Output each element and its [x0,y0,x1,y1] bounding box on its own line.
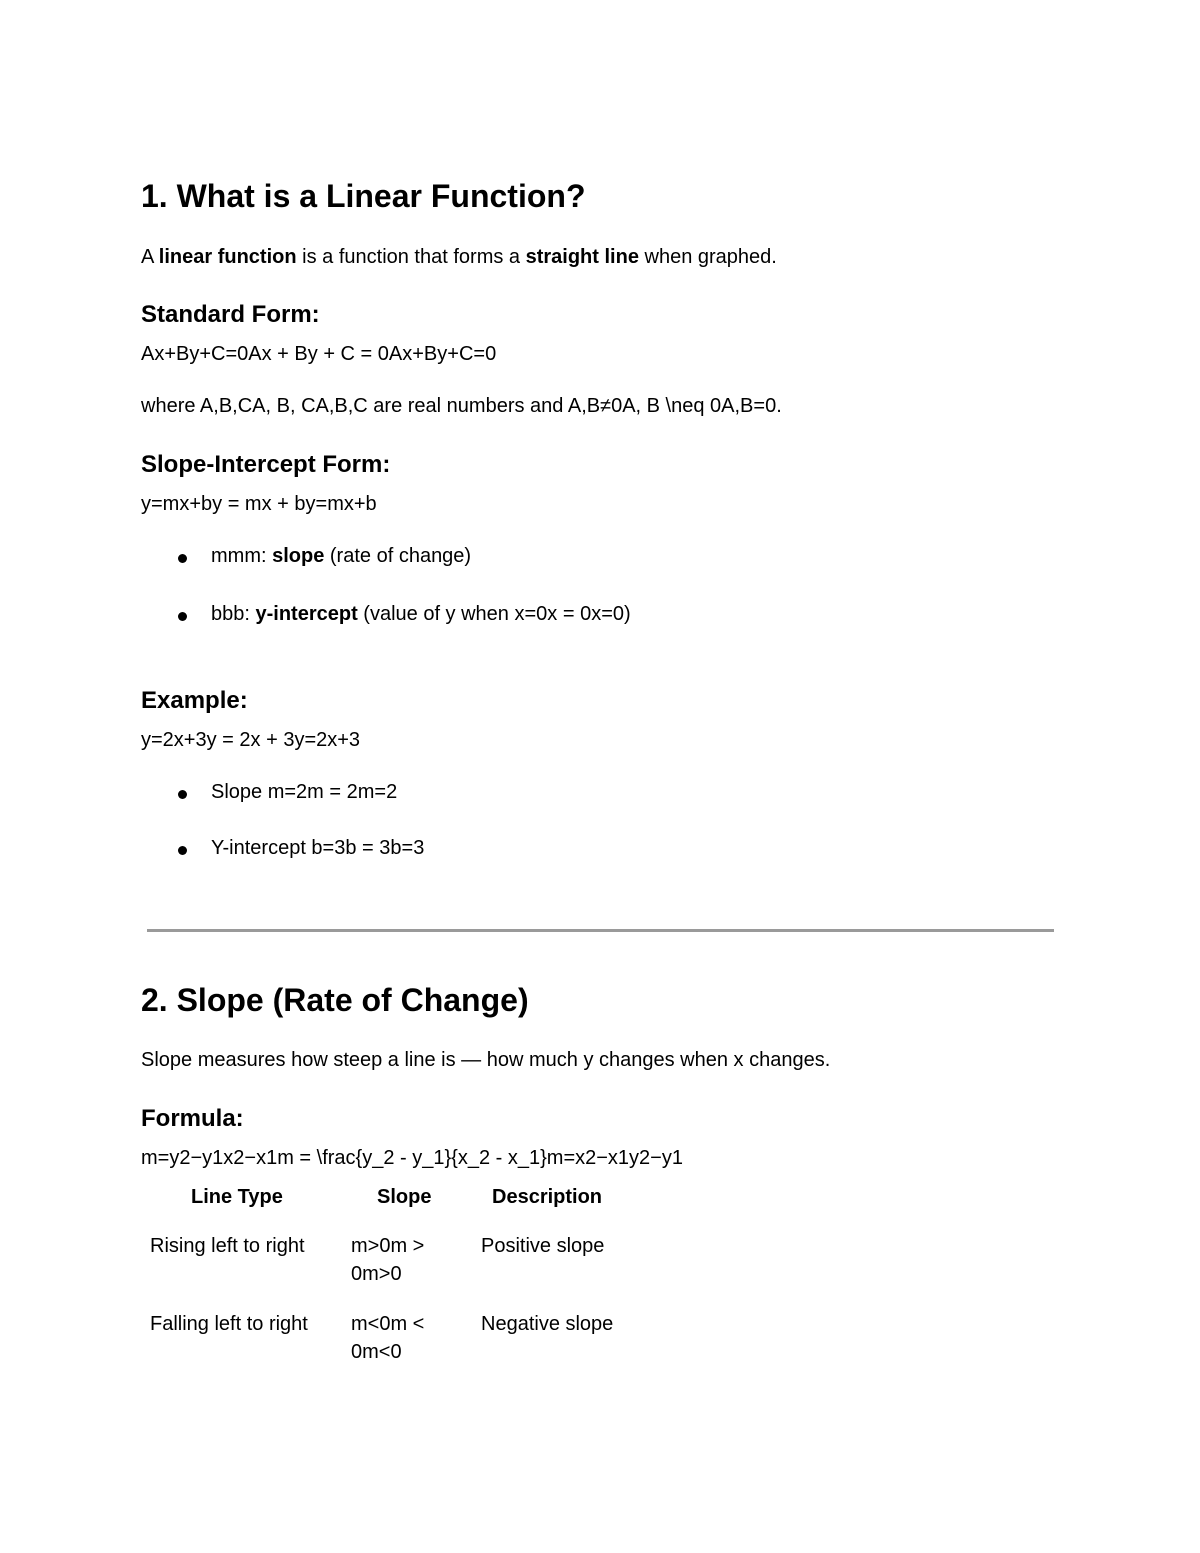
table-cell-line-type: Falling left to right [150,1313,308,1335]
bullet-dot-icon [178,554,187,563]
horizontal-divider [147,929,1054,932]
bullet-suffix: (value of y when x=0x = 0x=0) [357,603,631,625]
table-cell-slope-line2: 0m<0 [351,1341,402,1363]
slope-intercept-heading: Slope-Intercept Form: [141,451,391,478]
table-header-description: Description [492,1186,603,1208]
formula-equation: m=y2−y1x2−x1m = \frac{y_2 - y_1}{x_2 - x_1}m=x2−x1y2−y1 [141,1147,683,1169]
list-item-slope [211,543,471,569]
formula-heading: Formula: [141,1105,244,1132]
bullet-dot-icon [178,846,187,855]
section1-heading: 1. What is a Linear Function? [141,178,586,214]
table-header-line-type: Line Type [191,1186,283,1208]
example-equation: y=2x+3y = 2x + 3y=2x+3 [141,729,361,751]
table-header-slope: Slope [377,1186,432,1208]
table-cell-line-type: Rising left to right [150,1235,305,1257]
bullet-suffix: (rate of change) [324,545,472,567]
bullet-bold-term: y-intercept [255,603,358,625]
intro-bold-linear-function: linear function [158,246,297,268]
bullet-prefix: mmm: [211,545,273,567]
section2-intro: Slope measures how steep a line is — how much y changes when x changes. [141,1049,831,1071]
list-item-example-slope: Slope m=2m = 2m=2 [211,781,398,803]
intro-text-1: A [141,246,159,268]
table-cell-description: Negative slope [481,1313,614,1335]
slope-intercept-equation: y=mx+by = mx + by=mx+b [141,493,377,515]
bullet-bold-term: slope [272,545,325,567]
intro-text-2: is a function that forms a [296,246,526,268]
list-item-example-intercept: Y-intercept b=3b = 3b=3 [211,837,425,859]
intro-bold-straight-line: straight line [525,246,639,268]
table-cell-slope-line2: 0m>0 [351,1263,402,1285]
bullet-prefix: bbb: [211,603,256,625]
intro-text-3: when graphed. [638,246,777,268]
list-item-y-intercept [211,601,631,627]
standard-form-note: where A,B,CA, B, CA,B,C are real numbers and A,B≠0A, B \neq 0A,B=0. [141,395,782,417]
table-cell-description: Positive slope [481,1235,605,1257]
bullet-dot-icon [178,612,187,621]
bullet-dot-icon [178,790,187,799]
standard-form-heading: Standard Form: [141,301,320,328]
table-cell-slope-line1: m<0m < [351,1313,425,1335]
section2-heading: 2. Slope (Rate of Change) [141,982,529,1018]
example-heading: Example: [141,687,248,714]
standard-form-equation: Ax+By+C=0Ax + By + C = 0Ax+By+C=0 [141,343,497,365]
table-cell-slope-line1: m>0m > [351,1235,425,1257]
section1-intro [141,244,777,270]
